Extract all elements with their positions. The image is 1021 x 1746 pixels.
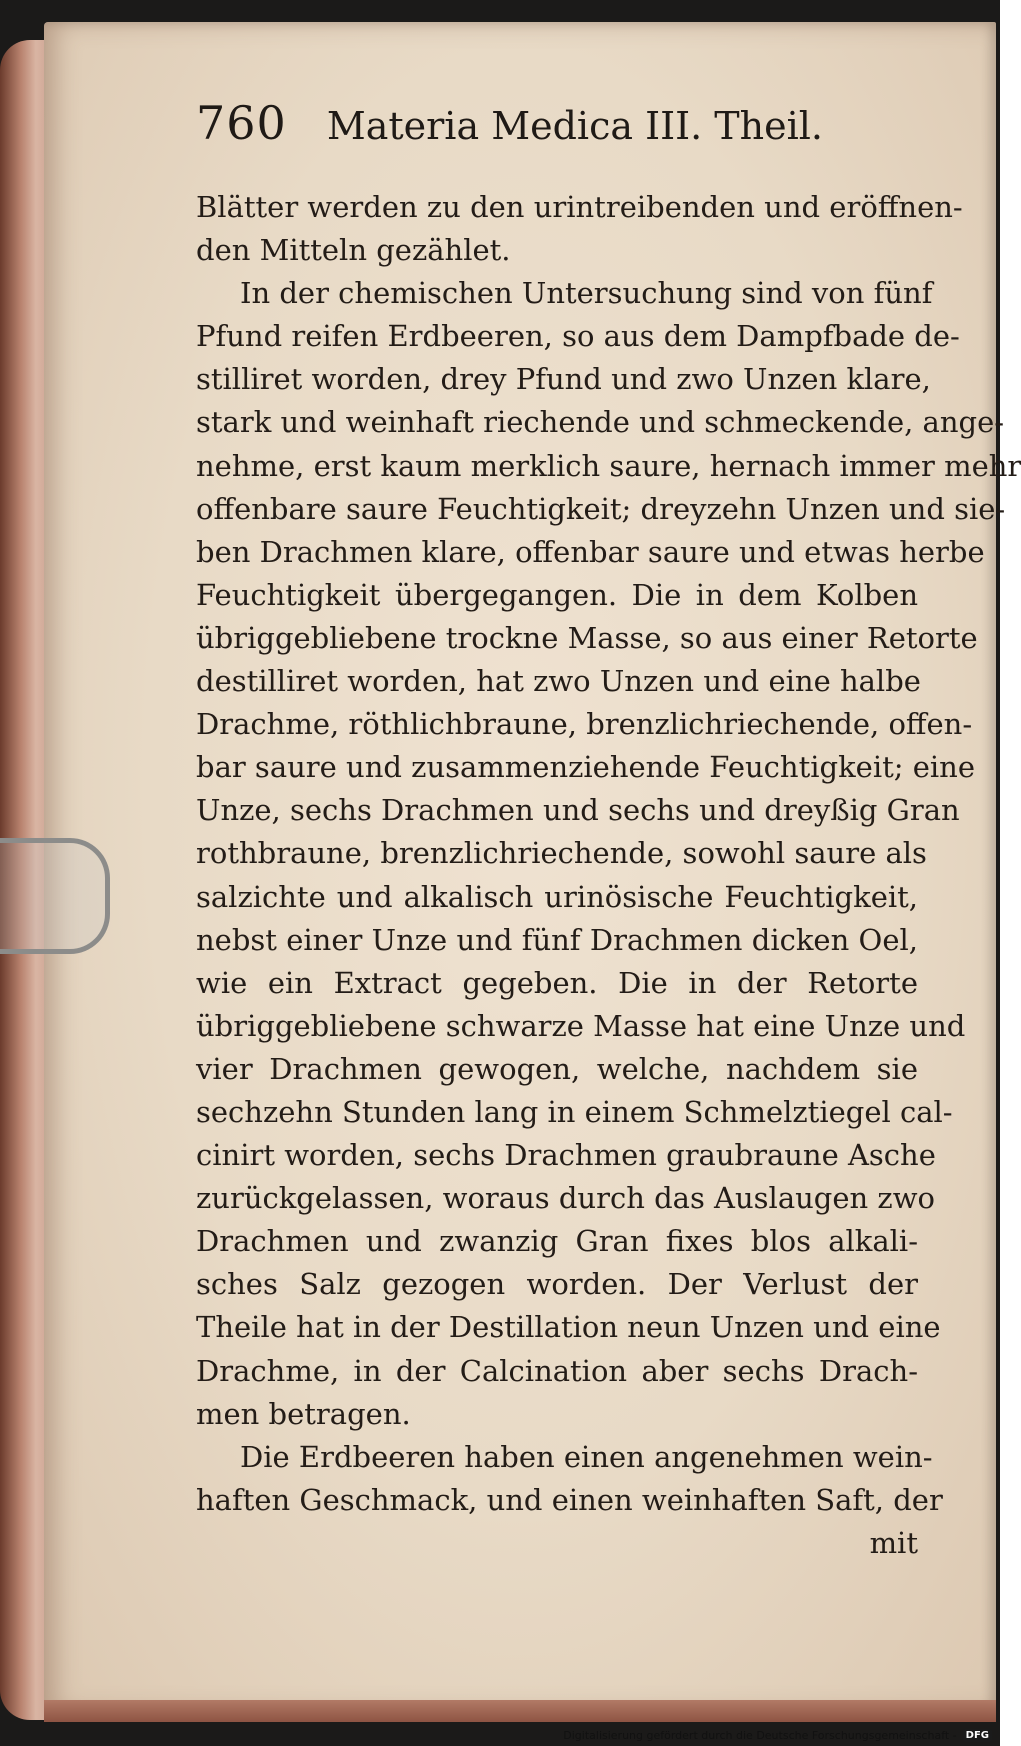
- text-line: men betragen.: [196, 1396, 411, 1431]
- text-line: sechzehn Stunden lang in einem Schmelztiegel cal-: [196, 1094, 953, 1129]
- credit-text: Digitalisierung gefördert durch die Deutsche Forschungsgemeinschaft -: [563, 1728, 957, 1742]
- text-line: zurückgelassen, woraus durch das Auslaugen zwo: [196, 1181, 935, 1216]
- text-line: Feuchtigkeit übergegangen. Die in dem Kolben: [196, 577, 918, 612]
- text-line: rothbraune, brenzlichriechende, sowohl saure als: [196, 836, 927, 871]
- text-line: nebst einer Unze und fünf Drachmen dicken Oel,: [196, 922, 918, 957]
- text-line: Theile hat in der Destillation neun Unzen und eine: [196, 1310, 941, 1345]
- text-line: nehme, erst kaum merklich saure, hernach immer mehr: [196, 448, 1021, 483]
- text-line: bar saure und zusammenziehende Feuchtigkeit; eine: [196, 750, 976, 785]
- page-clip: [0, 838, 110, 954]
- text-line: den Mitteln gezählet.: [196, 233, 511, 268]
- text-line: ben Drachmen klare, offenbar saure und etwas herbe: [196, 534, 985, 569]
- text-line: Blätter werden zu den urintreibenden und eröffnen-: [196, 190, 963, 224]
- text-line: Pfund reifen Erdbeeren, so aus dem Dampfbade de-: [196, 319, 960, 354]
- page-number: 760: [196, 96, 287, 150]
- dfg-logo: DFG: [963, 1729, 992, 1742]
- text-line: stilliret worden, drey Pfund und zwo Unzen klare,: [196, 362, 931, 397]
- text-line: sches Salz gezogen worden. Der Verlust der: [196, 1267, 918, 1302]
- text-line: Drachme, in der Calcination aber sechs Drach-: [196, 1353, 918, 1388]
- text-line: Drachme, röthlichbraune, brenzlichriechende, offen-: [196, 707, 973, 742]
- text-line: vier Drachmen gewogen, welche, nachdem sie: [196, 1051, 918, 1086]
- text-line: stark und weinhaft riechende und schmeckende, ange-: [196, 405, 1005, 440]
- running-title: Materia Medica III. Theil.: [326, 104, 823, 148]
- digitization-credit: [563, 1726, 992, 1744]
- text-line: übriggebliebene trockne Masse, so aus einer Retorte: [196, 620, 978, 655]
- body-text: [196, 186, 1021, 1565]
- text-line: salzichte und alkalisch urinösische Feuchtigkeit,: [196, 879, 918, 914]
- text-line: Unze, sechs Drachmen und sechs und dreyßig Gran: [196, 793, 960, 828]
- text-line: In der chemischen Untersuchung sind von fünf: [240, 276, 933, 311]
- text-line: destilliret worden, hat zwo Unzen und eine halbe: [196, 664, 921, 699]
- text-line: offenbare saure Feuchtigkeit; dreyzehn Unzen und sie-: [196, 491, 1006, 526]
- page-bottom-edge: [44, 1700, 996, 1722]
- text-line: haften Geschmack, und einen weinhaften Saft, der: [196, 1482, 943, 1517]
- text-line: Die Erdbeeren haben einen angenehmen wein-: [240, 1439, 933, 1474]
- text-line: cinirt worden, sechs Drachmen graubraune Asche: [196, 1138, 936, 1173]
- page-header: [196, 96, 916, 156]
- text-line: Drachmen und zwanzig Gran fixes blos alkali-: [196, 1224, 918, 1259]
- text-line: übriggebliebene schwarze Masse hat eine Unze und: [196, 1008, 966, 1043]
- text-line: wie ein Extract gegeben. Die in der Retorte: [196, 965, 918, 1000]
- catchword: mit: [869, 1525, 918, 1560]
